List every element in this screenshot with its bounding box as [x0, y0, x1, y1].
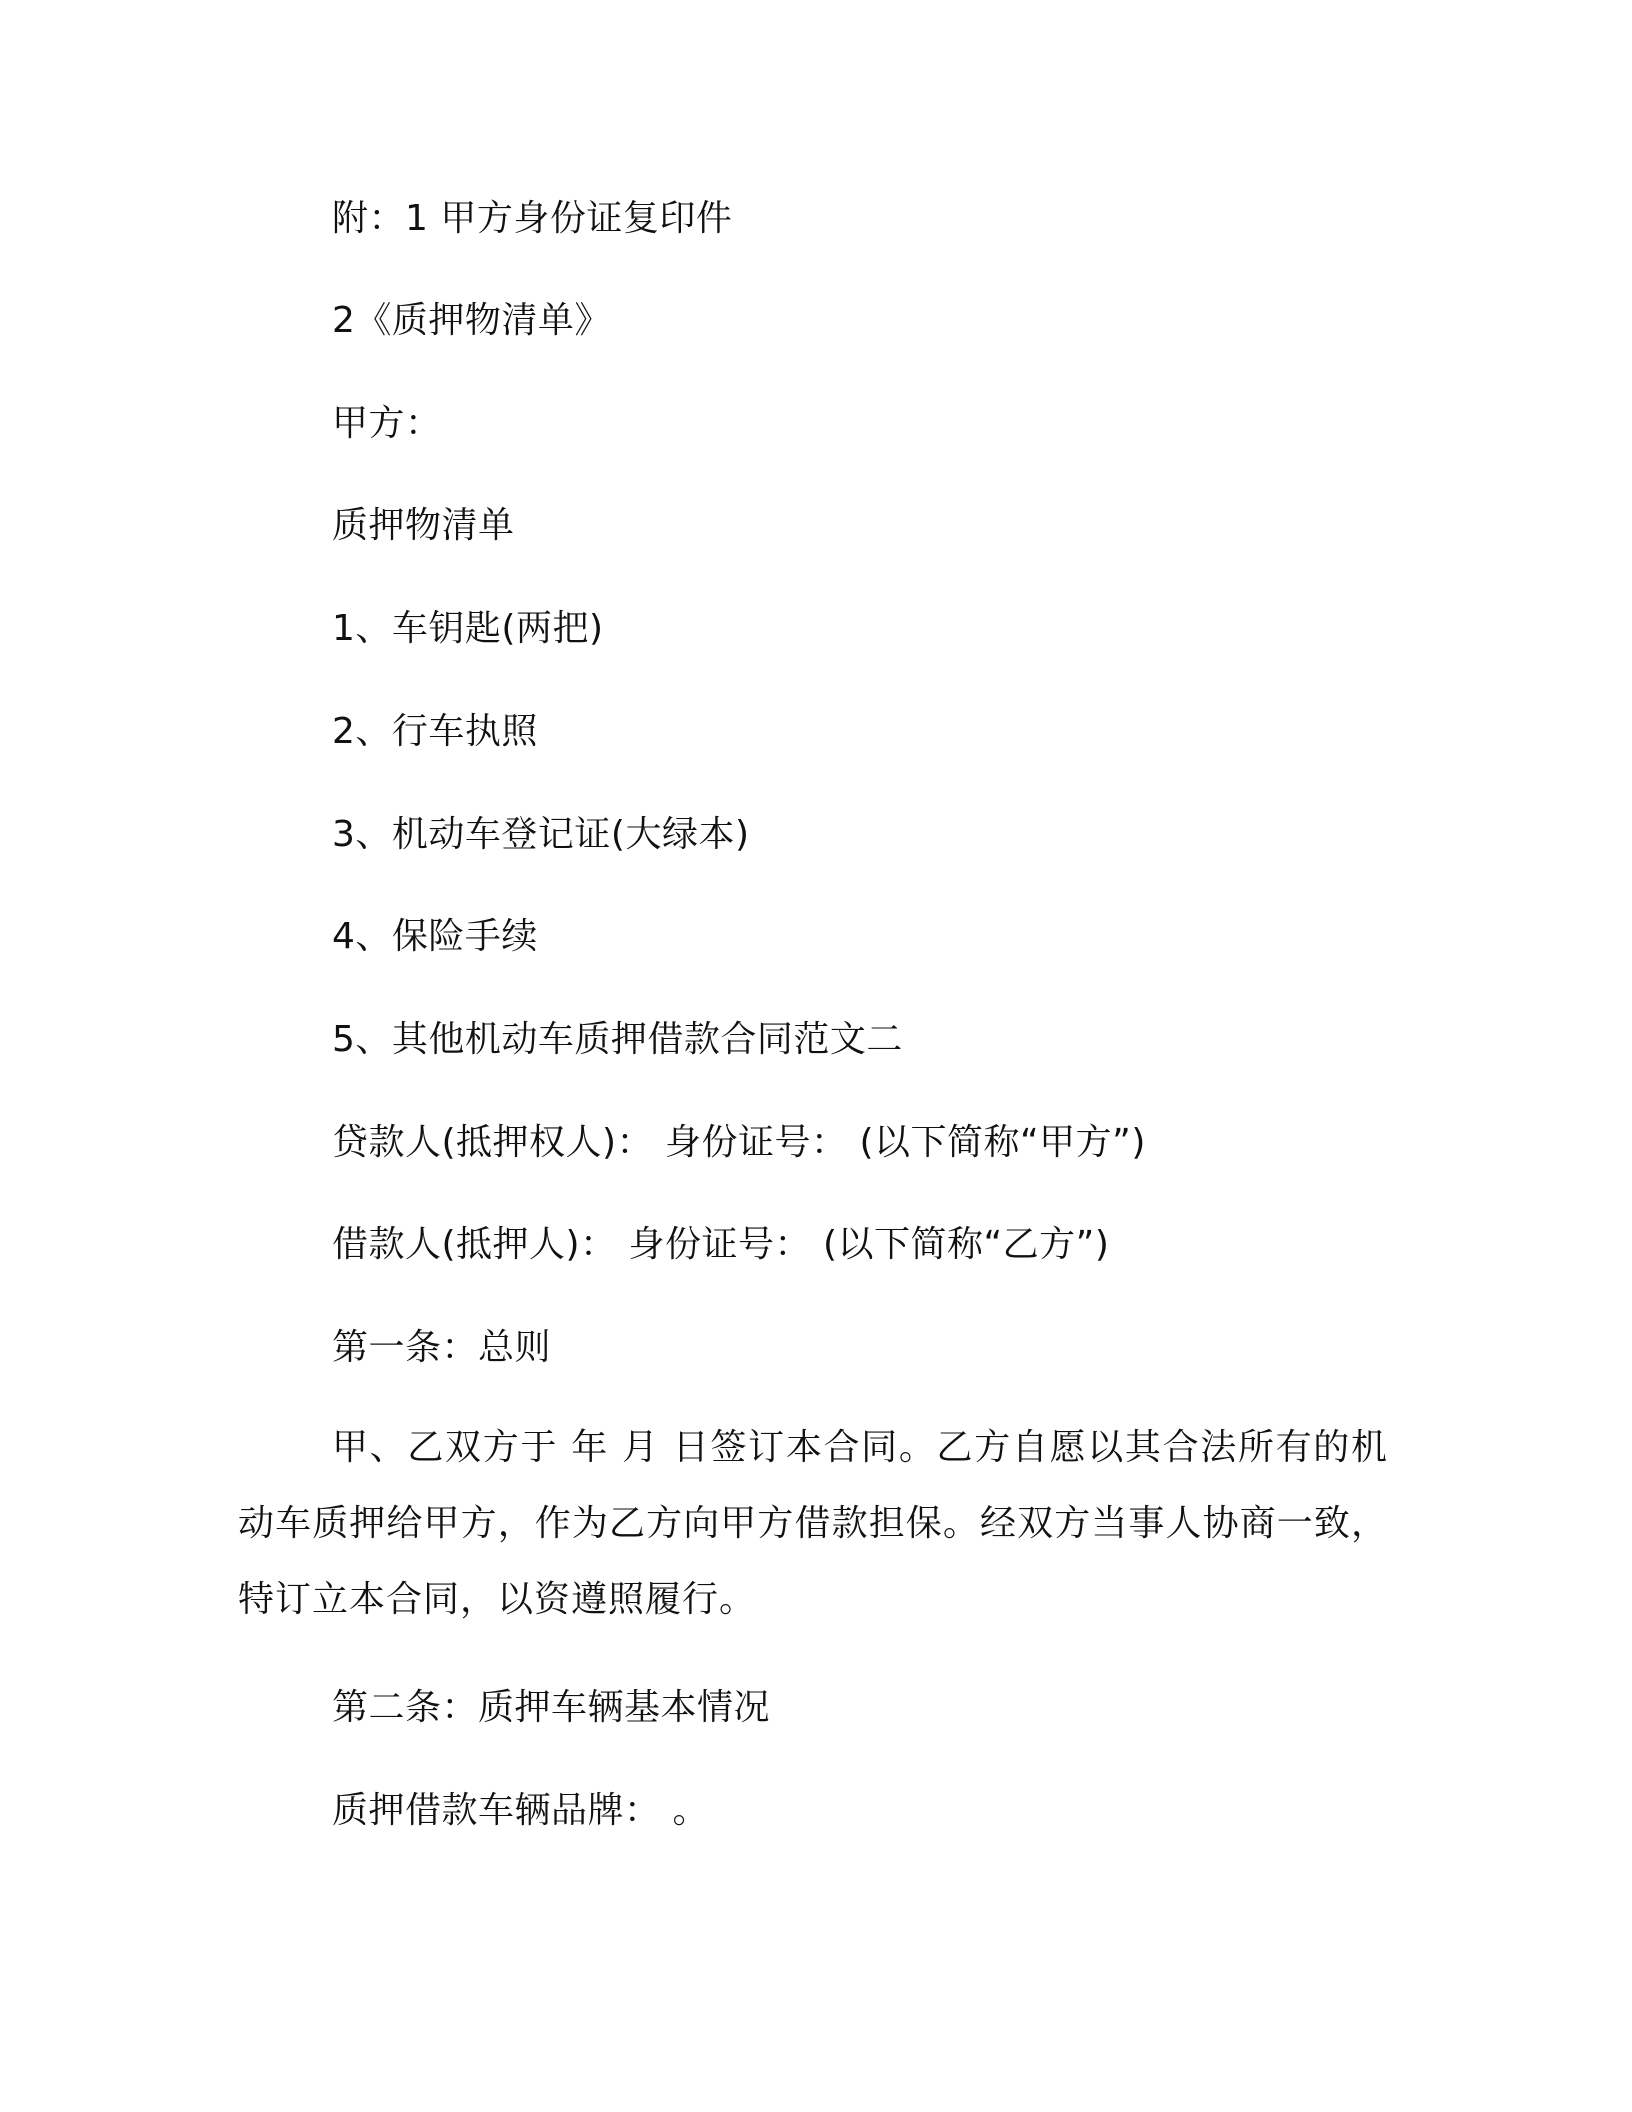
lender-line: 贷款人(抵押权人)： 身份证号： (以下简称“甲方”) [332, 1122, 1146, 1163]
article-2-heading: 第二条：质押车辆基本情况 [332, 1687, 771, 1728]
borrower-line: 借款人(抵押人)： 身份证号： (以下简称“乙方”) [332, 1224, 1110, 1265]
pledge-list-item-4: 4、保险手续 [332, 916, 538, 957]
pledge-list-title: 质押物清单 [332, 505, 515, 546]
pledge-list-item-3: 3、机动车登记证(大绿本) [332, 814, 750, 855]
party-a-line: 甲方： [332, 403, 442, 444]
pledge-list-item-5: 5、其他机动车质押借款合同范文二 [332, 1019, 903, 1060]
article-1-heading: 第一条：总则 [332, 1327, 552, 1368]
vehicle-brand-line: 质押借款车辆品牌： 。 [332, 1790, 709, 1831]
pledge-list-item-2: 2、行车执照 [332, 711, 538, 752]
article-1-paragraph: 甲、乙双方于 年 月 日签订本合同。乙方自愿以其合法所有的机动车质押给甲方，作为乙方向甲方借款担保。经双方当事人协商一致，特订立本合同，以资遵照履行。 [238, 1427, 1388, 1620]
attachment-line-1: 附：1 甲方身份证复印件 [332, 198, 733, 239]
pledge-list-item-1: 1、车钥匙(两把) [332, 608, 604, 649]
attachment-line-2: 2《质押物清单》 [332, 300, 611, 341]
